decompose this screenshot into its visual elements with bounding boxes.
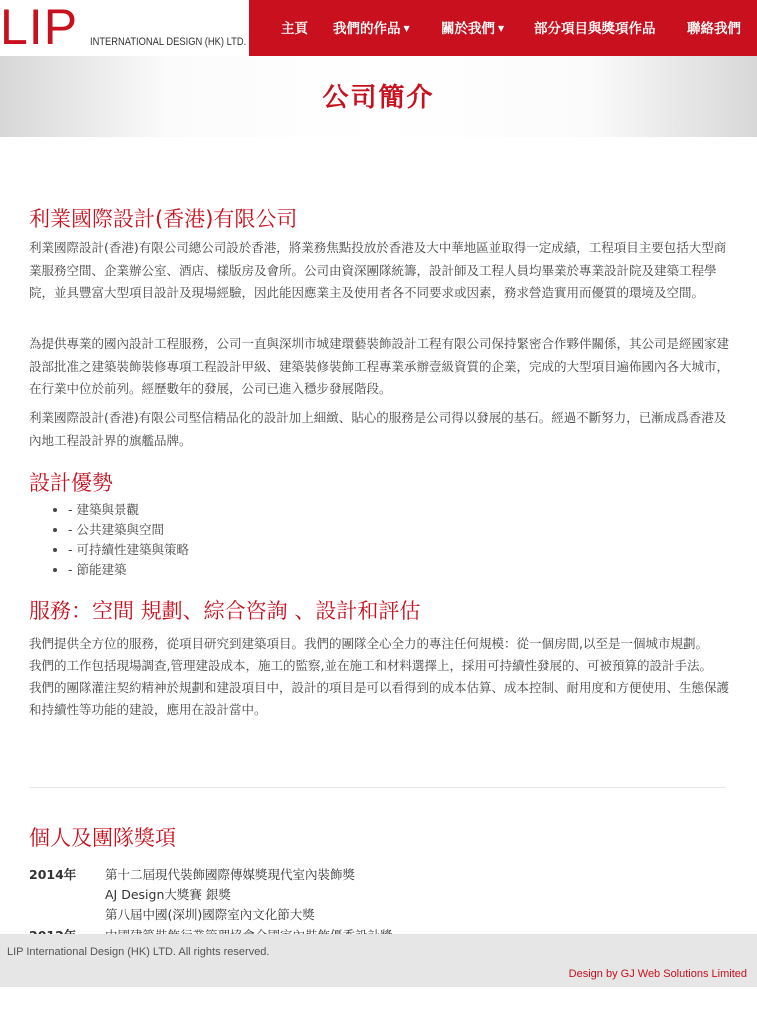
nav-home[interactable] — [281, 0, 308, 56]
logo-subtext: INTERNATIONAL DESIGN (HK) LTD. — [90, 36, 247, 48]
nav-works-label: 我們的作品 — [333, 21, 401, 37]
nav-projects-awards[interactable] — [534, 0, 656, 56]
list-item: • - 節能建築 — [68, 560, 189, 580]
chevron-down-icon: ▼ — [403, 24, 410, 33]
award-year: 2014年 — [29, 867, 77, 882]
nav-works[interactable] — [333, 0, 410, 56]
company-paragraph: 利業國際設計(香港)有限公司堅信精品化的設計加上細緻、貼心的服務是公司得以發展的基石。經過不斷努力，已漸成爲香港及內地工程設計界的旗艦品牌。 — [29, 410, 727, 448]
chevron-down-icon: ▼ — [498, 24, 505, 33]
award-item: AJ Design大獎賽 銀獎 — [105, 887, 231, 902]
nav-home-label: 主頁 — [281, 21, 308, 37]
award-item: 第八屆中國(深圳)國際室內文化節大獎 — [105, 907, 315, 922]
design-heading: 設計優勢 — [29, 471, 113, 495]
service-paragraph: 我們的工作包括現場調查,管理建設成本，施工的監察,並在施工和材料選擇上，採用可持續性發展的、可被預算的設計手法。 — [29, 658, 712, 673]
service-paragraph: 我們的團隊灌注契約精神於規劃和建設項目中，設計的項目是可以看得到的成本估算、成本控制、耐用度和方便使用、生態保護和持續性等功能的建設，應用在設計當中。 — [29, 680, 730, 717]
footer-copyright: LIP International Design (HK) LTD. All rights reserved. — [7, 946, 270, 958]
nav-contact-label: 聯絡我們 — [687, 21, 741, 37]
award-row — [29, 865, 729, 926]
footer-credit-link[interactable]: Design by GJ Web Solutions Limited — [568, 968, 747, 980]
page-title: 公司簡介 — [322, 83, 435, 113]
award-item: 第十二屆現代裝飾國際傳媒獎現代室內裝飾獎 — [105, 867, 356, 882]
award-items — [105, 865, 355, 925]
list-item: • - 公共建築與空間 — [68, 520, 189, 540]
site-header — [0, 0, 757, 56]
divider — [29, 787, 726, 788]
page-banner — [0, 56, 757, 137]
nav-about-label: 關於我們 — [441, 21, 495, 37]
service-paragraph: 我們提供全方位的服務，從項目研究到建築項目。我們的團隊全心全力的專注任何規模：從一個房間,以至是一個城市規劃。 — [29, 636, 708, 651]
list-item: • - 可持續性建築與策略 — [68, 540, 189, 560]
company-paragraph: 利業國際設計(香港)有限公司總公司設於香港，將業務焦點投放於香港及大中華地區並取得一定成績，工程項目主要包括大型商業服務空間、企業辦公室、酒店、樣版房及會所。公司由資深團隊統籌，設計師及工程人員均畢業於專業設計院及建築工程學院，並具豐富大型項目設計及現場經驗，因此能因應業主及使用者各不同要求或因素，務求營造實用而優質的環境及空間。 — [29, 240, 727, 301]
logo[interactable] — [0, 0, 249, 56]
main-nav — [249, 0, 757, 56]
service-heading: 服務：空間 規劃、綜合咨詢 、設計和評估 — [29, 599, 421, 623]
nav-contact[interactable] — [687, 0, 741, 56]
service-text — [29, 633, 729, 721]
site-footer — [0, 934, 757, 987]
design-advantages-list — [55, 500, 189, 580]
nav-projects-label: 部分項目與獎項作品 — [534, 21, 656, 37]
logo-mark: LIP — [0, 0, 79, 55]
nav-about[interactable] — [441, 0, 504, 56]
company-heading: 利業國際設計(香港)有限公司 — [29, 207, 298, 231]
list-item: • - 建築與景觀 — [68, 500, 189, 520]
awards-heading: 個人及團隊獎項 — [29, 826, 176, 850]
company-paragraph: 為提供專業的國內設計工程服務，公司一直與深圳市城建環藝裝飾設計工程有限公司保持緊密合作夥伴關係，其公司是經國家建設部批准之建築裝飾裝修專項工程設計甲級、建築裝修裝飾工程專業承辦壹級資質的企業，完成的大型項目遍佈國內各大城市，在行業中位於前列。經歷數年的發展，公司已進入穩步發展階段。 — [29, 336, 730, 397]
